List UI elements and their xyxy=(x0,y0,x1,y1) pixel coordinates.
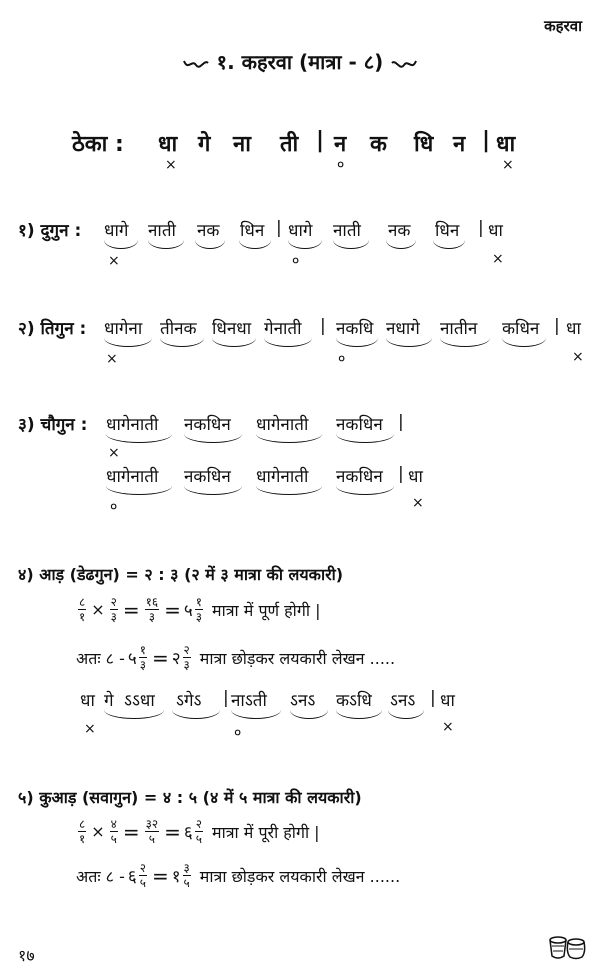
khali-mark: ० xyxy=(234,725,242,741)
fraction: $\frac{८}{१}$ xyxy=(79,817,86,846)
khali-mark: ० xyxy=(337,157,345,173)
divider: | xyxy=(482,128,491,153)
bol: धागे xyxy=(288,221,313,241)
arc xyxy=(388,710,424,719)
tigun-label: २) तिगुन : xyxy=(18,319,87,339)
corner-title: कहरवा xyxy=(544,17,582,35)
mixed-number: ६ $\frac{२}{५}$ xyxy=(183,817,203,846)
bol: कधिन xyxy=(502,319,540,339)
khali-mark: ० xyxy=(292,253,300,269)
sam-mark: × xyxy=(492,251,504,267)
bol: गे xyxy=(104,691,114,711)
arc xyxy=(106,434,172,443)
bol: धा xyxy=(440,691,455,711)
arc xyxy=(386,338,432,347)
bol: धागेनाती xyxy=(256,415,309,435)
khali-mark: ० xyxy=(338,351,346,367)
equals-sign: = xyxy=(151,863,169,888)
arc xyxy=(256,434,322,443)
bol: न xyxy=(453,132,466,157)
divider: | xyxy=(554,316,560,336)
calc-text: मात्रा छोड़कर लयकारी लेखन ..... xyxy=(199,648,396,668)
fraction: $\frac{३२}{५}$ xyxy=(145,817,159,846)
arc xyxy=(104,710,164,719)
arc xyxy=(160,338,204,347)
arc xyxy=(336,434,394,443)
fraction: $\frac{२}{३}$ xyxy=(110,595,117,624)
calc-prefix: अतः ८ - xyxy=(76,648,125,668)
bol: नकधिन xyxy=(184,415,231,435)
bol: धागेनाती xyxy=(106,467,159,487)
title-text: १. कहरवा (मात्रा - ८) xyxy=(216,50,384,74)
bol: नक xyxy=(388,221,411,241)
bol: नकधिन xyxy=(336,467,383,487)
bol: तीनक xyxy=(160,319,197,339)
sam-mark: × xyxy=(84,721,96,737)
fraction: $\frac{८}{१}$ xyxy=(79,595,86,624)
bol: नकधिन xyxy=(184,467,231,487)
calc-prefix: अतः ८ - xyxy=(76,866,125,886)
bol: नाऽती xyxy=(231,691,267,711)
bol: धा xyxy=(488,221,503,241)
arc xyxy=(195,240,225,249)
equals-sign: = xyxy=(151,645,169,670)
arc xyxy=(106,486,172,495)
bol: नाती xyxy=(333,221,361,241)
arc xyxy=(212,338,256,347)
calc-text: मात्रा में पूर्ण होगी | xyxy=(212,600,321,620)
sam-mark: × xyxy=(108,445,120,461)
bol: ना xyxy=(233,132,251,157)
divider: | xyxy=(398,464,404,484)
bol: धिनधा xyxy=(212,319,252,339)
bol: धागेनाती xyxy=(106,415,159,435)
divider: | xyxy=(398,412,404,432)
arc xyxy=(184,434,242,443)
times-sign: × xyxy=(91,822,105,841)
arc xyxy=(440,338,490,347)
bol: गेनाती xyxy=(264,319,302,339)
equals-sign: = xyxy=(122,819,140,844)
divider: | xyxy=(223,688,229,708)
bol: धिन xyxy=(240,221,265,241)
bol: धा xyxy=(158,132,178,157)
sam-mark: × xyxy=(165,157,177,173)
section-title xyxy=(0,48,600,75)
page-number: १७ xyxy=(18,946,35,965)
times-sign: × xyxy=(91,600,105,619)
bol: धा xyxy=(496,132,516,157)
calc-text: मात्रा छोड़कर लयकारी लेखन ...... xyxy=(199,866,401,886)
arc xyxy=(336,710,382,719)
aad-heading: ४) आड़ (डेढगुन) = २ : ३ (२ में ३ मात्रा की लयकारी) xyxy=(18,565,344,584)
bol: ऽनऽ xyxy=(290,691,316,711)
sam-mark: × xyxy=(106,351,118,367)
left-ornament-icon xyxy=(182,50,217,74)
khali-mark: ० xyxy=(110,499,118,515)
mixed-number: ५ $\frac{१}{३}$ xyxy=(183,595,203,624)
equals-sign: = xyxy=(164,819,181,844)
sam-mark: × xyxy=(108,253,120,269)
arc xyxy=(433,240,465,249)
bol: धागेना xyxy=(104,319,143,339)
divider: | xyxy=(478,218,484,238)
bol: ऽऽधा xyxy=(124,691,155,711)
bol: नक xyxy=(197,221,220,241)
bol: नधागे xyxy=(386,319,420,339)
bol: क xyxy=(370,132,387,157)
mixed-number: ५ $\frac{१}{३}$ xyxy=(127,643,146,672)
bol: धा xyxy=(408,467,423,487)
divider: | xyxy=(276,218,282,238)
sam-mark: × xyxy=(502,157,514,173)
divider: | xyxy=(320,316,326,336)
arc xyxy=(148,240,184,249)
bol: धा xyxy=(566,319,581,339)
kuaad-calc-line-2 xyxy=(76,862,400,889)
bol: ऽनऽ xyxy=(390,691,416,711)
arc xyxy=(231,710,281,719)
bol: ऽगेऽ xyxy=(176,691,202,711)
arc xyxy=(288,240,322,249)
mixed-number: १ $\frac{३}{५}$ xyxy=(171,861,190,890)
arc xyxy=(264,338,312,347)
bol: नाती xyxy=(148,221,176,241)
sam-mark: × xyxy=(412,495,424,511)
arc xyxy=(290,710,328,719)
mixed-number: २ $\frac{२}{३}$ xyxy=(171,643,190,672)
arc xyxy=(336,486,394,495)
bol: धिन xyxy=(435,221,460,241)
bol: धागेनाती xyxy=(256,467,309,487)
chaugun-label: ३) चौगुन : xyxy=(18,415,88,435)
bol: धि xyxy=(414,132,434,157)
bol: नकधिन xyxy=(336,415,383,435)
dugun-label: १) दुगुन : xyxy=(18,221,82,241)
arc xyxy=(386,240,416,249)
bol: नातीन xyxy=(440,319,478,339)
bol: कऽधि xyxy=(336,691,372,711)
theka-label: ठेका : xyxy=(72,132,124,157)
equals-sign: = xyxy=(164,597,181,622)
bol: धा xyxy=(80,691,95,711)
fraction: $\frac{४}{५}$ xyxy=(110,817,117,846)
bol: ती xyxy=(280,132,299,157)
bol: न xyxy=(334,132,347,157)
arc xyxy=(502,338,546,347)
arc xyxy=(256,486,322,495)
fraction: $\frac{१६}{३}$ xyxy=(145,595,159,624)
bol: नकधि xyxy=(336,319,374,339)
divider: | xyxy=(430,688,436,708)
arc xyxy=(333,240,369,249)
sam-mark: × xyxy=(442,719,454,735)
mixed-number: ६ $\frac{२}{५}$ xyxy=(127,861,146,890)
arc xyxy=(104,338,152,347)
tabla-icon xyxy=(548,934,586,964)
aad-calc-line-2 xyxy=(76,644,395,671)
arc xyxy=(239,240,271,249)
aad-calc-line-1 xyxy=(76,596,320,623)
divider: | xyxy=(316,128,325,153)
bol: धागे xyxy=(104,221,129,241)
kuaad-calc-line-1 xyxy=(76,818,320,845)
arc xyxy=(104,240,138,249)
right-ornament-icon xyxy=(390,50,418,74)
bol: गे xyxy=(198,132,211,157)
kuaad-heading: ५) कुआड़ (सवागुन) = ४ : ५ (४ में ५ मात्रा की लयकारी) xyxy=(18,788,362,807)
sam-mark: × xyxy=(572,349,584,365)
arc xyxy=(172,710,220,719)
arc xyxy=(184,486,242,495)
calc-text: मात्रा में पूरी होगी | xyxy=(212,822,320,842)
arc xyxy=(336,338,378,347)
equals-sign: = xyxy=(122,597,140,622)
